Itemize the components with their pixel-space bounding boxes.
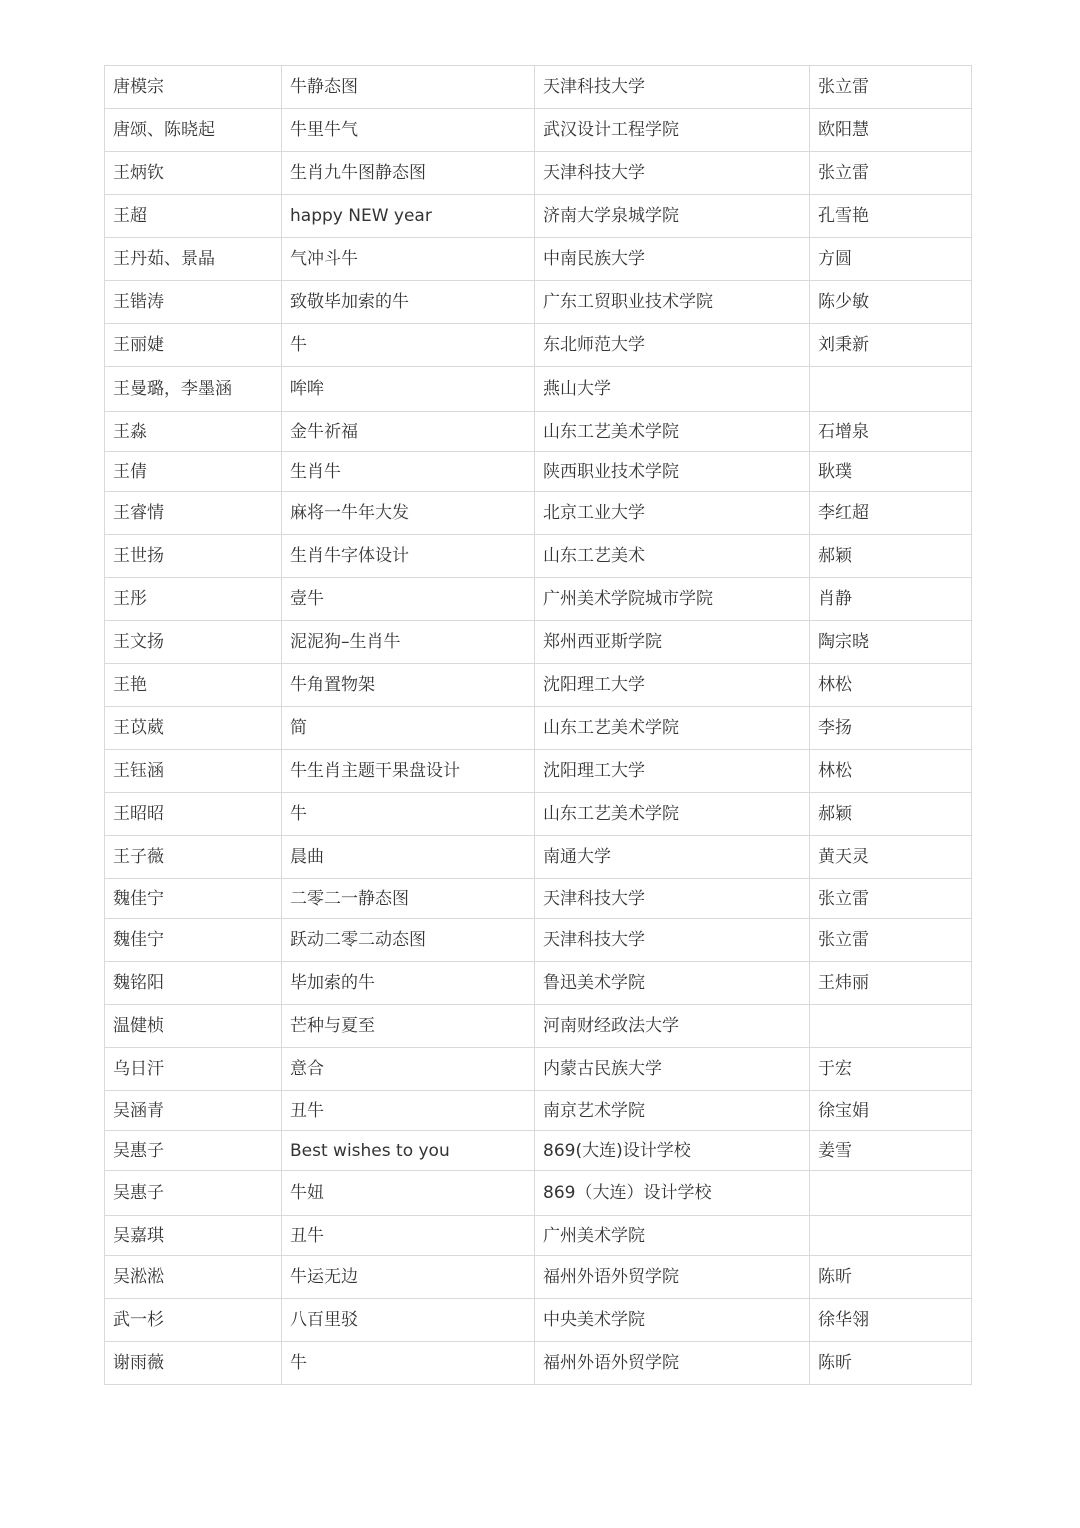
name-cell: 温健桢 (105, 1005, 282, 1048)
table-row (105, 1299, 972, 1342)
name-cell: 吴惠子 (105, 1171, 282, 1216)
school-cell: 天津科技大学 (535, 66, 810, 109)
advisor-cell (810, 1171, 972, 1216)
name-cell: 王艳 (105, 664, 282, 707)
school-cell: 869（大连）设计学校 (535, 1171, 810, 1216)
table-row (105, 1005, 972, 1048)
work-cell: 牛生肖主题干果盘设计 (282, 750, 535, 793)
name-cell: 魏铭阳 (105, 962, 282, 1005)
name-cell: 王昭昭 (105, 793, 282, 836)
name-cell: 吴涵青 (105, 1091, 282, 1131)
table-row (105, 664, 972, 707)
work-cell: 致敬毕加索的牛 (282, 281, 535, 324)
work-cell: 简 (282, 707, 535, 750)
name-cell: 王炳钦 (105, 152, 282, 195)
name-cell: 唐颂、陈晓起 (105, 109, 282, 152)
name-cell: 王倩 (105, 452, 282, 492)
school-cell: 869(大连)设计学校 (535, 1131, 810, 1171)
table-row (105, 879, 972, 919)
advisor-cell: 陈昕 (810, 1342, 972, 1385)
work-cell: 意合 (282, 1048, 535, 1091)
table-row (105, 1091, 972, 1131)
work-cell: 晨曲 (282, 836, 535, 879)
advisor-cell: 郝颖 (810, 793, 972, 836)
advisor-cell (810, 367, 972, 412)
advisor-cell: 肖静 (810, 578, 972, 621)
work-cell: 丑牛 (282, 1091, 535, 1131)
work-cell: 牛 (282, 793, 535, 836)
name-cell: 王曼璐，李墨涵 (105, 367, 282, 412)
school-cell: 南京艺术学院 (535, 1091, 810, 1131)
school-cell: 山东工艺美术学院 (535, 412, 810, 452)
table-row (105, 195, 972, 238)
advisor-cell: 李红超 (810, 492, 972, 535)
work-cell: 金牛祈福 (282, 412, 535, 452)
school-cell: 山东工艺美术学院 (535, 793, 810, 836)
advisor-cell: 张立雷 (810, 66, 972, 109)
advisor-cell: 姜雪 (810, 1131, 972, 1171)
school-cell: 南通大学 (535, 836, 810, 879)
work-cell: 生肖九牛图静态图 (282, 152, 535, 195)
table-row (105, 367, 972, 412)
school-cell: 内蒙古民族大学 (535, 1048, 810, 1091)
school-cell: 郑州西亚斯学院 (535, 621, 810, 664)
school-cell: 中央美术学院 (535, 1299, 810, 1342)
work-cell: 牛 (282, 1342, 535, 1385)
work-cell: 牛静态图 (282, 66, 535, 109)
table-row (105, 535, 972, 578)
table-row (105, 452, 972, 492)
name-cell: 魏佳宁 (105, 879, 282, 919)
work-cell: 泥泥狗–生肖牛 (282, 621, 535, 664)
table-row (105, 1342, 972, 1385)
table-row (105, 750, 972, 793)
table-row (105, 1216, 972, 1256)
name-cell: 武一杉 (105, 1299, 282, 1342)
work-cell: 八百里驳 (282, 1299, 535, 1342)
advisor-cell (810, 1005, 972, 1048)
work-cell: 二零二一静态图 (282, 879, 535, 919)
advisor-cell: 欧阳慧 (810, 109, 972, 152)
table-row (105, 919, 972, 962)
school-cell: 东北师范大学 (535, 324, 810, 367)
school-cell: 中南民族大学 (535, 238, 810, 281)
school-cell: 鲁迅美术学院 (535, 962, 810, 1005)
work-cell: 牛 (282, 324, 535, 367)
table-row (105, 324, 972, 367)
name-cell: 吴惠子 (105, 1131, 282, 1171)
table-row (105, 66, 972, 109)
table-row (105, 621, 972, 664)
table-row (105, 281, 972, 324)
table-row (105, 238, 972, 281)
table-row (105, 1171, 972, 1216)
advisor-cell: 刘秉新 (810, 324, 972, 367)
school-cell: 福州外语外贸学院 (535, 1342, 810, 1385)
advisor-cell: 耿璞 (810, 452, 972, 492)
work-cell: 牛角置物架 (282, 664, 535, 707)
advisor-cell: 孔雪艳 (810, 195, 972, 238)
table-row (105, 1256, 972, 1299)
work-cell: 丑牛 (282, 1216, 535, 1256)
work-cell: 哞哞 (282, 367, 535, 412)
school-cell: 广州美术学院 (535, 1216, 810, 1256)
advisor-cell: 陈少敏 (810, 281, 972, 324)
work-cell: happy NEW year (282, 195, 535, 238)
table-row (105, 836, 972, 879)
table-row (105, 412, 972, 452)
name-cell: 王子薇 (105, 836, 282, 879)
name-cell: 王丹茹、景晶 (105, 238, 282, 281)
work-cell: 麻将一牛年大发 (282, 492, 535, 535)
school-cell: 沈阳理工大学 (535, 750, 810, 793)
name-cell: 乌日汗 (105, 1048, 282, 1091)
name-cell: 吴淞淞 (105, 1256, 282, 1299)
advisor-cell: 林松 (810, 664, 972, 707)
table-row (105, 1048, 972, 1091)
work-cell: 芒种与夏至 (282, 1005, 535, 1048)
name-cell: 王苡葳 (105, 707, 282, 750)
name-cell: 王超 (105, 195, 282, 238)
school-cell: 北京工业大学 (535, 492, 810, 535)
advisor-cell: 郝颖 (810, 535, 972, 578)
table-row (105, 962, 972, 1005)
school-cell: 武汉设计工程学院 (535, 109, 810, 152)
advisor-cell: 李扬 (810, 707, 972, 750)
school-cell: 河南财经政法大学 (535, 1005, 810, 1048)
school-cell: 陕西职业技术学院 (535, 452, 810, 492)
school-cell: 福州外语外贸学院 (535, 1256, 810, 1299)
school-cell: 天津科技大学 (535, 919, 810, 962)
name-cell: 王钰涵 (105, 750, 282, 793)
work-cell: 气冲斗牛 (282, 238, 535, 281)
table-row (105, 578, 972, 621)
advisor-cell: 林松 (810, 750, 972, 793)
name-cell: 王丽婕 (105, 324, 282, 367)
name-cell: 王世扬 (105, 535, 282, 578)
work-cell: 牛妞 (282, 1171, 535, 1216)
advisor-cell: 王炜丽 (810, 962, 972, 1005)
advisor-cell: 张立雷 (810, 152, 972, 195)
work-cell: 牛里牛气 (282, 109, 535, 152)
advisor-cell: 方圆 (810, 238, 972, 281)
name-cell: 王睿情 (105, 492, 282, 535)
table-row (105, 109, 972, 152)
awards-table-body (105, 66, 972, 1385)
work-cell: 壹牛 (282, 578, 535, 621)
table-row (105, 707, 972, 750)
name-cell: 谢雨薇 (105, 1342, 282, 1385)
school-cell: 广东工贸职业技术学院 (535, 281, 810, 324)
school-cell: 沈阳理工大学 (535, 664, 810, 707)
name-cell: 王淼 (105, 412, 282, 452)
work-cell: 生肖牛字体设计 (282, 535, 535, 578)
name-cell: 魏佳宁 (105, 919, 282, 962)
advisor-cell: 徐宝娟 (810, 1091, 972, 1131)
school-cell: 济南大学泉城学院 (535, 195, 810, 238)
school-cell: 山东工艺美术学院 (535, 707, 810, 750)
advisor-cell: 徐华翎 (810, 1299, 972, 1342)
work-cell: 跃动二零二动态图 (282, 919, 535, 962)
advisor-cell: 石增泉 (810, 412, 972, 452)
school-cell: 广州美术学院城市学院 (535, 578, 810, 621)
work-cell: 牛运无边 (282, 1256, 535, 1299)
advisor-cell: 张立雷 (810, 919, 972, 962)
school-cell: 天津科技大学 (535, 152, 810, 195)
awards-table (104, 65, 972, 1385)
school-cell: 山东工艺美术 (535, 535, 810, 578)
work-cell: 毕加索的牛 (282, 962, 535, 1005)
name-cell: 王锴涛 (105, 281, 282, 324)
advisor-cell: 张立雷 (810, 879, 972, 919)
advisor-cell: 陈昕 (810, 1256, 972, 1299)
school-cell: 燕山大学 (535, 367, 810, 412)
name-cell: 吴嘉琪 (105, 1216, 282, 1256)
work-cell: Best wishes to you (282, 1131, 535, 1171)
work-cell: 生肖牛 (282, 452, 535, 492)
name-cell: 唐模宗 (105, 66, 282, 109)
name-cell: 王文扬 (105, 621, 282, 664)
advisor-cell: 于宏 (810, 1048, 972, 1091)
advisor-cell: 陶宗晓 (810, 621, 972, 664)
school-cell: 天津科技大学 (535, 879, 810, 919)
table-row (105, 492, 972, 535)
name-cell: 王彤 (105, 578, 282, 621)
table-row (105, 793, 972, 836)
advisor-cell (810, 1216, 972, 1256)
advisor-cell: 黄天灵 (810, 836, 972, 879)
table-row (105, 152, 972, 195)
table-row (105, 1131, 972, 1171)
